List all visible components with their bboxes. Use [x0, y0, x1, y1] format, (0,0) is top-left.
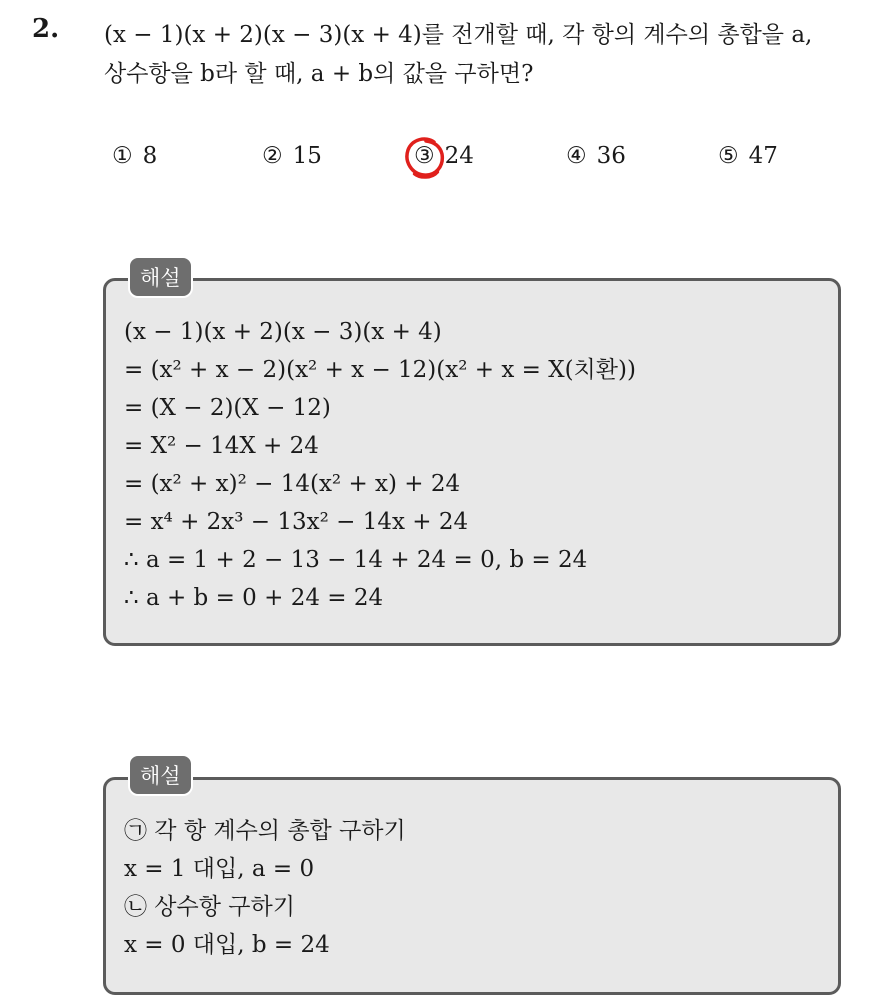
choice-4-mark: ④	[566, 143, 587, 169]
answer-circle-mark	[404, 136, 446, 180]
choice-1-mark: ①	[112, 143, 133, 169]
solution-2-line: ㉡ 상수항 구하기	[124, 894, 295, 920]
solution-2-line: x = 1 대입, a = 0	[124, 856, 315, 882]
choice-5-mark: ⑤	[718, 143, 739, 169]
solution-1-line: = (x² + x)² − 14(x² + x) + 24	[124, 471, 461, 497]
solution-1-line: = X² − 14X + 24	[124, 433, 319, 459]
solution-2-body	[124, 812, 406, 964]
choice-2-mark: ②	[262, 143, 283, 169]
solution-1-line: ∴ a + b = 0 + 24 = 24	[124, 585, 384, 611]
solution-tag-1: 해설	[128, 256, 193, 298]
solution-1-body	[124, 313, 636, 617]
choice-4-value: 36	[596, 143, 626, 169]
choice-3-mark: ③	[414, 143, 435, 169]
solution-1-line: (x − 1)(x + 2)(x − 3)(x + 4)	[124, 319, 442, 345]
question-text-line-1: (x − 1)(x + 2)(x − 3)(x + 4)를 전개할 때, 각 항의 계수의 총합을 a,	[104, 22, 813, 48]
choice-4[interactable]	[566, 143, 626, 169]
solution-1-line: = x⁴ + 2x³ − 13x² − 14x + 24	[124, 509, 469, 535]
choice-2-value: 15	[292, 143, 322, 169]
choice-1[interactable]	[112, 143, 157, 169]
solution-2-line: ㉠ 각 항 계수의 총합 구하기	[124, 818, 406, 844]
solution-1-line: = (X − 2)(X − 12)	[124, 395, 331, 421]
choice-5-value: 47	[748, 143, 778, 169]
solution-tag-2: 해설	[128, 754, 193, 796]
question-number: 2.	[32, 14, 60, 44]
solution-1-line: ∴ a = 1 + 2 − 13 − 14 + 24 = 0, b = 24	[124, 547, 588, 573]
choice-5[interactable]	[718, 143, 778, 169]
solution-2-line: x = 0 대입, b = 24	[124, 932, 330, 958]
choice-3-value: 24	[444, 143, 474, 169]
choice-2[interactable]	[262, 143, 322, 169]
solution-1-line: = (x² + x − 2)(x² + x − 12)(x² + x = X(치환))	[124, 357, 636, 383]
choice-1-value: 8	[142, 143, 158, 169]
question-text-line-2: 상수항을 b라 할 때, a + b의 값을 구하면?	[104, 61, 534, 87]
